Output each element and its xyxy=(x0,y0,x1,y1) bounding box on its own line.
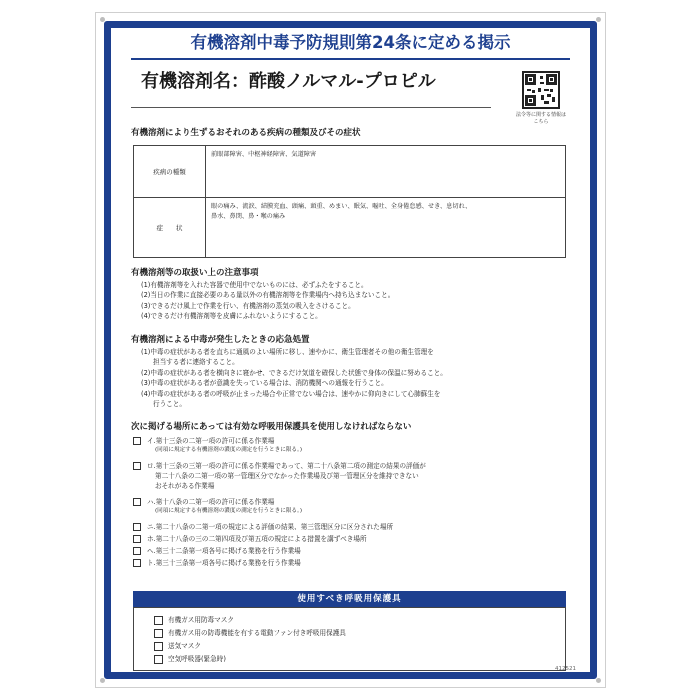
list-item: 空気呼吸器(緊急時) xyxy=(154,653,346,666)
diseases-table xyxy=(133,145,566,258)
list-item: ト.第三十三条第一項各号に掲げる業務を行う作業場 xyxy=(133,558,573,570)
list-item: (4)中毒の症状がある者の呼吸が止まった場合や正常でない場合は、速やかに仰向きにして心肺蘇生を xyxy=(141,389,441,398)
list-item: ニ.第二十八条の二第一項の規定による評価の結果、第三管理区分に区分された場所 xyxy=(133,522,573,534)
checkbox[interactable] xyxy=(133,535,141,543)
list-item: 送気マスク xyxy=(154,640,346,653)
emergency-list xyxy=(141,347,571,409)
sign-title: 有機溶剤中毒予防規則第24条に定める掲示 xyxy=(190,33,511,52)
row-label: 疾病の種類 xyxy=(134,146,206,197)
table-row xyxy=(134,198,565,257)
checkbox[interactable] xyxy=(133,523,141,531)
emergency-heading: 有機溶剤による中毒が発生したときの応急処置 xyxy=(131,335,310,345)
list-item: (2)中毒の症状がある者を横向きに寝かせ、できるだけ気道を確保した状態で身体の保温に努めること。 xyxy=(141,368,447,377)
list-item: (3)できるだけ風上で作業を行い、有機溶剤の蒸気の吸入をさけること。 xyxy=(141,301,355,310)
list-item: (2)当日の作業に直接必要のある量以外の有機溶剤等を作業場内へ持ち込まないこと。 xyxy=(141,291,395,300)
list-item: ロ.第十三条の三第一項の許可に係る作業場であって、第二十八条第二項の測定の結果の評価が 第二十八条の二第一項の第一管理区分でなかった作業場及び第一管理区分を維持できない おそれがある作業場 xyxy=(133,461,573,495)
sign-frame xyxy=(104,21,597,679)
checkbox[interactable] xyxy=(133,559,141,567)
checkbox[interactable] xyxy=(133,547,141,555)
list-item: 担当する者に連絡すること。 xyxy=(153,358,239,367)
qr-caption: 法令等に関する情報はこちら xyxy=(515,112,566,125)
handling-list xyxy=(141,280,571,322)
checkbox[interactable] xyxy=(133,462,141,470)
product-code: 412521 xyxy=(555,666,576,672)
list-item: (3)中毒の症状がある者が意識を失っている場合は、消防機関への通報を行うこと。 xyxy=(141,379,388,388)
list-item: ホ.第二十八条の三の二第四項及び第五項の規定による措置を講ずべき場所 xyxy=(133,534,573,546)
ppe-box xyxy=(133,607,566,671)
row-label: 症 状 xyxy=(134,198,206,257)
mount-hole xyxy=(596,678,601,683)
handling-heading: 有機溶剤等の取扱い上の注意事項 xyxy=(131,268,259,278)
places-list xyxy=(133,436,573,570)
list-item: (1)中毒の症状がある者を直ちに通風のよい場所に移し、速やかに、衛生管理者その他の衛生管理を xyxy=(141,348,434,356)
list-item: 有機ガス用防毒マスク xyxy=(154,614,346,627)
mount-hole xyxy=(596,17,601,22)
list-item: ハ.第十八条の二第一項の許可に係る作業場 (同項に規定する有機溶剤の濃度の測定を行うときに限る。) xyxy=(133,497,573,519)
regulation-sign xyxy=(95,12,606,688)
places-heading: 次に掲げる場所にあっては有効な呼吸用保護具を使用しなければならない xyxy=(131,422,412,432)
list-item: (1)有機溶剤等を入れた容器で使用中でないものには、必ずふたをすること。 xyxy=(141,281,368,289)
checkbox[interactable] xyxy=(154,616,163,625)
list-item: イ.第十三条の二第一項の許可に係る作業場 (同項に規定する有機溶剤の濃度の測定を行うときに限る。) xyxy=(133,436,573,458)
row-value: 眼の痛み、流涙、結膜充血、頭痛、頭重、めまい、眠気、嘔吐、全身倦怠感、せき、息切れ、 鼻水、鼻閉、鼻・喉の痛み xyxy=(211,203,472,220)
checkbox[interactable] xyxy=(133,437,141,445)
list-item: 有機ガス用の防毒機能を有する電動ファン付き呼吸用保護具 xyxy=(154,627,346,640)
qr-code[interactable] xyxy=(522,71,560,109)
title-divider xyxy=(131,58,570,60)
table-row xyxy=(134,146,565,198)
diseases-heading: 有機溶剤により生ずるおそれのある疾病の種類及びその症状 xyxy=(131,128,361,138)
mount-hole xyxy=(100,678,105,683)
checkbox[interactable] xyxy=(154,629,163,638)
checkbox[interactable] xyxy=(154,655,163,664)
ppe-list xyxy=(154,614,346,666)
list-item: (4)できるだけ有機溶剤等を皮膚にふれないようにすること。 xyxy=(141,312,322,321)
checkbox[interactable] xyxy=(133,498,141,506)
row-value: 前眼部障害、中枢神経障害、気道障害 xyxy=(211,151,317,158)
ppe-heading: 使用すべき呼吸用保護具 xyxy=(133,591,566,607)
checkbox[interactable] xyxy=(154,642,163,651)
list-item: ヘ.第三十二条第一項各号に掲げる業務を行う作業場 xyxy=(133,546,573,558)
solvent-name: 有機溶剤名：酢酸ノルマル-プロピル xyxy=(131,70,491,108)
list-item: 行うこと。 xyxy=(153,400,186,409)
